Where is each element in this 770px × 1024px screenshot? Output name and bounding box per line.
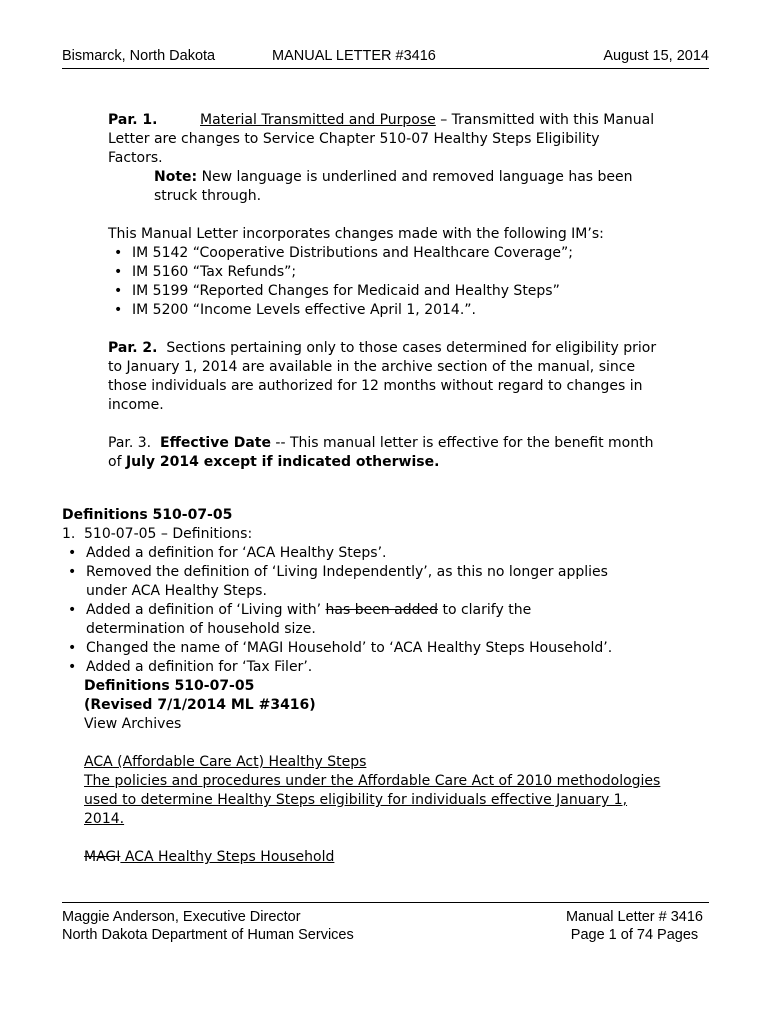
change-item-text: under ACA Healthy Steps. — [86, 583, 267, 599]
footer-name: Maggie Anderson, Executive Director — [62, 909, 301, 925]
im-item: • IM 5200 “Income Levels effective April 1, 2014.”. — [108, 301, 722, 320]
struck-text: has been added — [325, 602, 439, 618]
section-title: Definitions 510-07-05 — [84, 678, 255, 694]
incorporates-intro: This Manual Letter incorporates changes made with the following IM’s: — [108, 226, 604, 242]
view-archives-link[interactable]: View Archives — [84, 716, 182, 732]
aca-term: ACA (Affordable Care Act) Healthy Steps — [84, 754, 367, 770]
par3-line2-prefix: of — [108, 454, 126, 470]
par1 — [108, 111, 722, 206]
par1-text2: Letter are changes to Service Chapter 510-07 Healthy Steps Eligibility — [108, 131, 600, 147]
header-date: August 15, 2014 — [603, 48, 709, 64]
im-list — [108, 244, 722, 320]
par1-note — [154, 168, 722, 206]
header-letter-number: MANUAL LETTER #3416 — [272, 48, 436, 64]
footer-left — [62, 908, 354, 944]
change-item: • Added a definition for ‘Tax Filer’. — [62, 658, 722, 677]
im-item: • IM 5199 “Reported Changes for Medicaid and Healthy Steps” — [108, 282, 722, 301]
note-text2: struck through. — [154, 188, 262, 204]
definitions-changes — [62, 506, 722, 677]
par3-line1: -- This manual letter is effective for the benefit month — [270, 435, 654, 451]
definitions-section — [84, 677, 722, 867]
change-item: • Added a definition for ‘ACA Healthy Steps’. — [62, 544, 722, 563]
page-header — [62, 46, 709, 69]
par1-topic: Material Transmitted and Purpose — [200, 112, 436, 128]
note-text1: New language is underlined and removed language has been — [197, 169, 633, 185]
im-item: • IM 5160 “Tax Refunds”; — [108, 263, 722, 282]
revised-note: (Revised 7/1/2014 ML #3416) — [84, 697, 316, 713]
par3 — [108, 434, 722, 472]
change-item — [62, 563, 722, 601]
par2-line3: those individuals are authorized for 12 months without regard to changes in — [108, 378, 643, 394]
definitions-heading: Definitions 510-07-05 — [62, 507, 233, 523]
par3-label: Par. 3. — [108, 435, 161, 451]
aca-definition: The policies and procedures under the Affordable Care Act of 2010 methodologies — [84, 773, 661, 789]
household-term: ACA Healthy Steps Household — [120, 849, 335, 865]
definitions-number: 1. — [62, 526, 76, 542]
par1-label: Par. 1. — [108, 112, 158, 128]
footer-manual-letter: Manual Letter # 3416 — [565, 909, 703, 925]
par1-text3: Factors. — [108, 150, 163, 166]
letter-body — [62, 111, 722, 867]
par1-text1: – Transmitted with this Manual — [435, 112, 655, 128]
change-item — [62, 601, 722, 639]
change-item-text: determination of household size. — [86, 621, 316, 637]
par3-line2-bold: July 2014 except if indicated otherwise. — [125, 454, 440, 470]
par2-label: Par. 2. — [108, 340, 158, 356]
note-label: Note: — [154, 169, 198, 185]
par2-line4: income. — [108, 397, 164, 413]
aca-definition: used to determine Healthy Steps eligibility for individuals effective January 1, — [84, 792, 628, 808]
footer-right — [566, 908, 703, 944]
par2-line1: Sections pertaining only to those cases determined for eligibility prior — [157, 340, 657, 356]
incorporates-section — [108, 225, 722, 320]
im-item: • IM 5142 “Cooperative Distributions and Healthcare Coverage”; — [108, 244, 722, 263]
struck-text: MAGI — [84, 849, 121, 865]
change-item-text: Added a definition of ‘Living with’ — [86, 602, 326, 618]
definitions-entry: 510-07-05 – Definitions: — [84, 526, 253, 542]
change-item-text: Removed the definition of ‘Living Independently’, as this no longer applies — [86, 564, 608, 580]
aca-definition: 2014. — [84, 811, 125, 827]
page-footer — [62, 902, 709, 943]
footer-department: North Dakota Department of Human Services — [62, 927, 354, 943]
par3-title: Effective Date — [160, 435, 271, 451]
footer-page-number: Page 1 of 74 Pages — [570, 927, 699, 943]
change-item-text: to clarify the — [438, 602, 532, 618]
par2-line2: to January 1, 2014 are available in the archive section of the manual, since — [108, 359, 636, 375]
change-item: • Changed the name of ‘MAGI Household’ to ‘ACA Healthy Steps Household’. — [62, 639, 722, 658]
par2 — [108, 339, 722, 415]
header-location: Bismarck, North Dakota — [62, 48, 216, 64]
definitions-change-list — [62, 544, 722, 677]
